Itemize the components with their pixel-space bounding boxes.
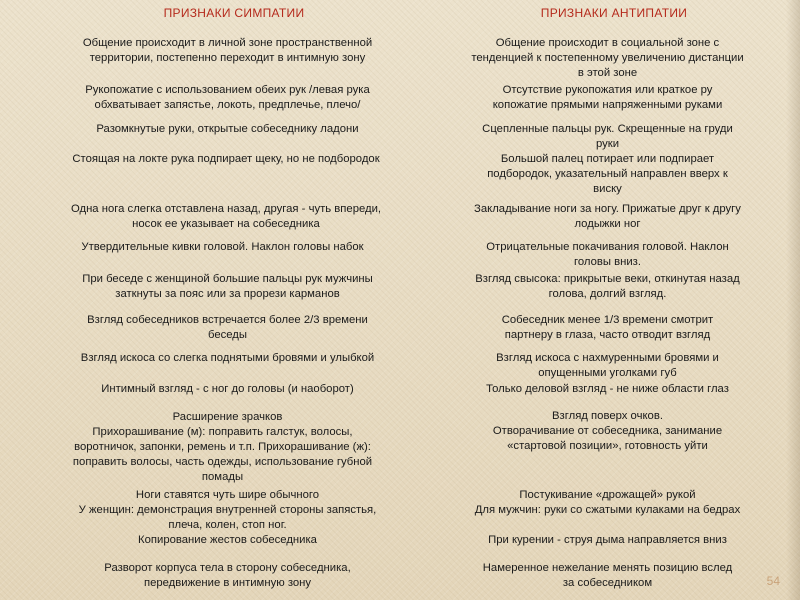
sympathy-header: ПРИЗНАКИ СИМПАТИИ <box>163 6 305 20</box>
sympathy-item: Разворот корпуса тела в сторону собеседника, передвижение в интимную зону <box>104 562 351 589</box>
antipathy-item: Собеседник менее 1/3 времени смотрит партнеру в глаза, часто отводит взгляд <box>501 314 714 341</box>
sympathy-item: Копирование жестов собеседника <box>138 534 317 546</box>
sympathy-item: Стоящая на локте рука подпирает щеку, но не подбородок <box>72 153 380 165</box>
antipathy-item: Отворачивание от собеседника, занимание «стартовой позиции», готовность уйти <box>492 425 723 452</box>
sympathy-item: Утвердительные кивки головой. Наклон головы набок <box>81 241 364 253</box>
sympathy-item: При беседе с женщиной большие пальцы рук мужчины заткнуты за пояс или за прорези карманов <box>82 273 373 300</box>
antipathy-item: Большой палец потирает или подпирает подбородок, указательный направлен вверх к виску <box>487 153 728 195</box>
sympathy-item: Разомкнутые руки, открытые собеседнику ладони <box>96 123 359 135</box>
sympathy-item: Прихорашивание (м): поправить галстук, волосы, воротничок, запонки, ремень и т.п. Прихорашивание (ж): поправить волосы, часть одежды, использование губной помады <box>72 426 373 483</box>
sympathy-item: Взгляд собеседников встречается более 2/3 времени беседы <box>87 314 368 341</box>
sympathy-item: Взгляд искоса со слегка поднятыми бровями и улыбкой <box>80 352 375 364</box>
sympathy-item: Расширение зрачков <box>172 411 283 423</box>
sympathy-item: Ноги ставятся чуть шире обычного <box>135 489 320 501</box>
sympathy-item: У женщин: демонстрация внутренней стороны запястья, плеча, колен, стоп ног. <box>78 504 377 531</box>
page-number: 54 <box>766 574 780 588</box>
antipathy-item: Только деловой взгляд - не ниже области глаз <box>486 383 729 395</box>
antipathy-item: Общение происходит в социальной зоне с тенденцией к постепенному увеличению дистанции в этой зоне <box>471 37 744 79</box>
sympathy-item: Общение происходит в личной зоне пространственной территории, постепенно переходит в интимную зону <box>82 37 373 64</box>
antipathy-item: Постукивание «дрожащей» рукой <box>519 489 696 501</box>
sympathy-item: Рукопожатие с использованием обеих рук /левая рука обхватывает запястье, локоть, предплечье, плечо/ <box>85 84 370 111</box>
antipathy-item: При курении - струя дыма направляется вниз <box>488 534 727 546</box>
antipathy-item: Взгляд свысока: прикрытые веки, откинутая назад голова, долгий взгляд. <box>475 273 740 300</box>
antipathy-item: Взгляд поверх очков. <box>552 410 663 422</box>
antipathy-item: Взгляд искоса с нахмуренными бровями и опущенными уголками губ <box>496 352 719 379</box>
antipathy-header: ПРИЗНАКИ АНТИПАТИИ <box>540 6 688 20</box>
antipathy-item: Намеренное нежелание менять позицию вслед за собеседником <box>482 562 733 589</box>
antipathy-item: Закладывание ноги за ногу. Прижатые друг к другу лодыжки ног <box>474 203 741 230</box>
antipathy-item: Для мужчин: руки со сжатыми кулаками на бедрах <box>474 504 741 516</box>
sympathy-item: Одна нога слегка отставлена назад, другая - чуть впереди, носок ее указывает на собеседника <box>70 203 382 230</box>
antipathy-item: Отсутствие рукопожатия или краткое ру копожатие прямыми напряженными руками <box>492 84 723 111</box>
sympathy-item: Интимный взгляд - с ног до головы (и наоборот) <box>101 383 354 395</box>
antipathy-item: Отрицательные покачивания головой. Наклон головы вниз. <box>486 241 729 268</box>
antipathy-item: Сцепленные пальцы рук. Скрещенные на груди руки <box>482 123 733 150</box>
